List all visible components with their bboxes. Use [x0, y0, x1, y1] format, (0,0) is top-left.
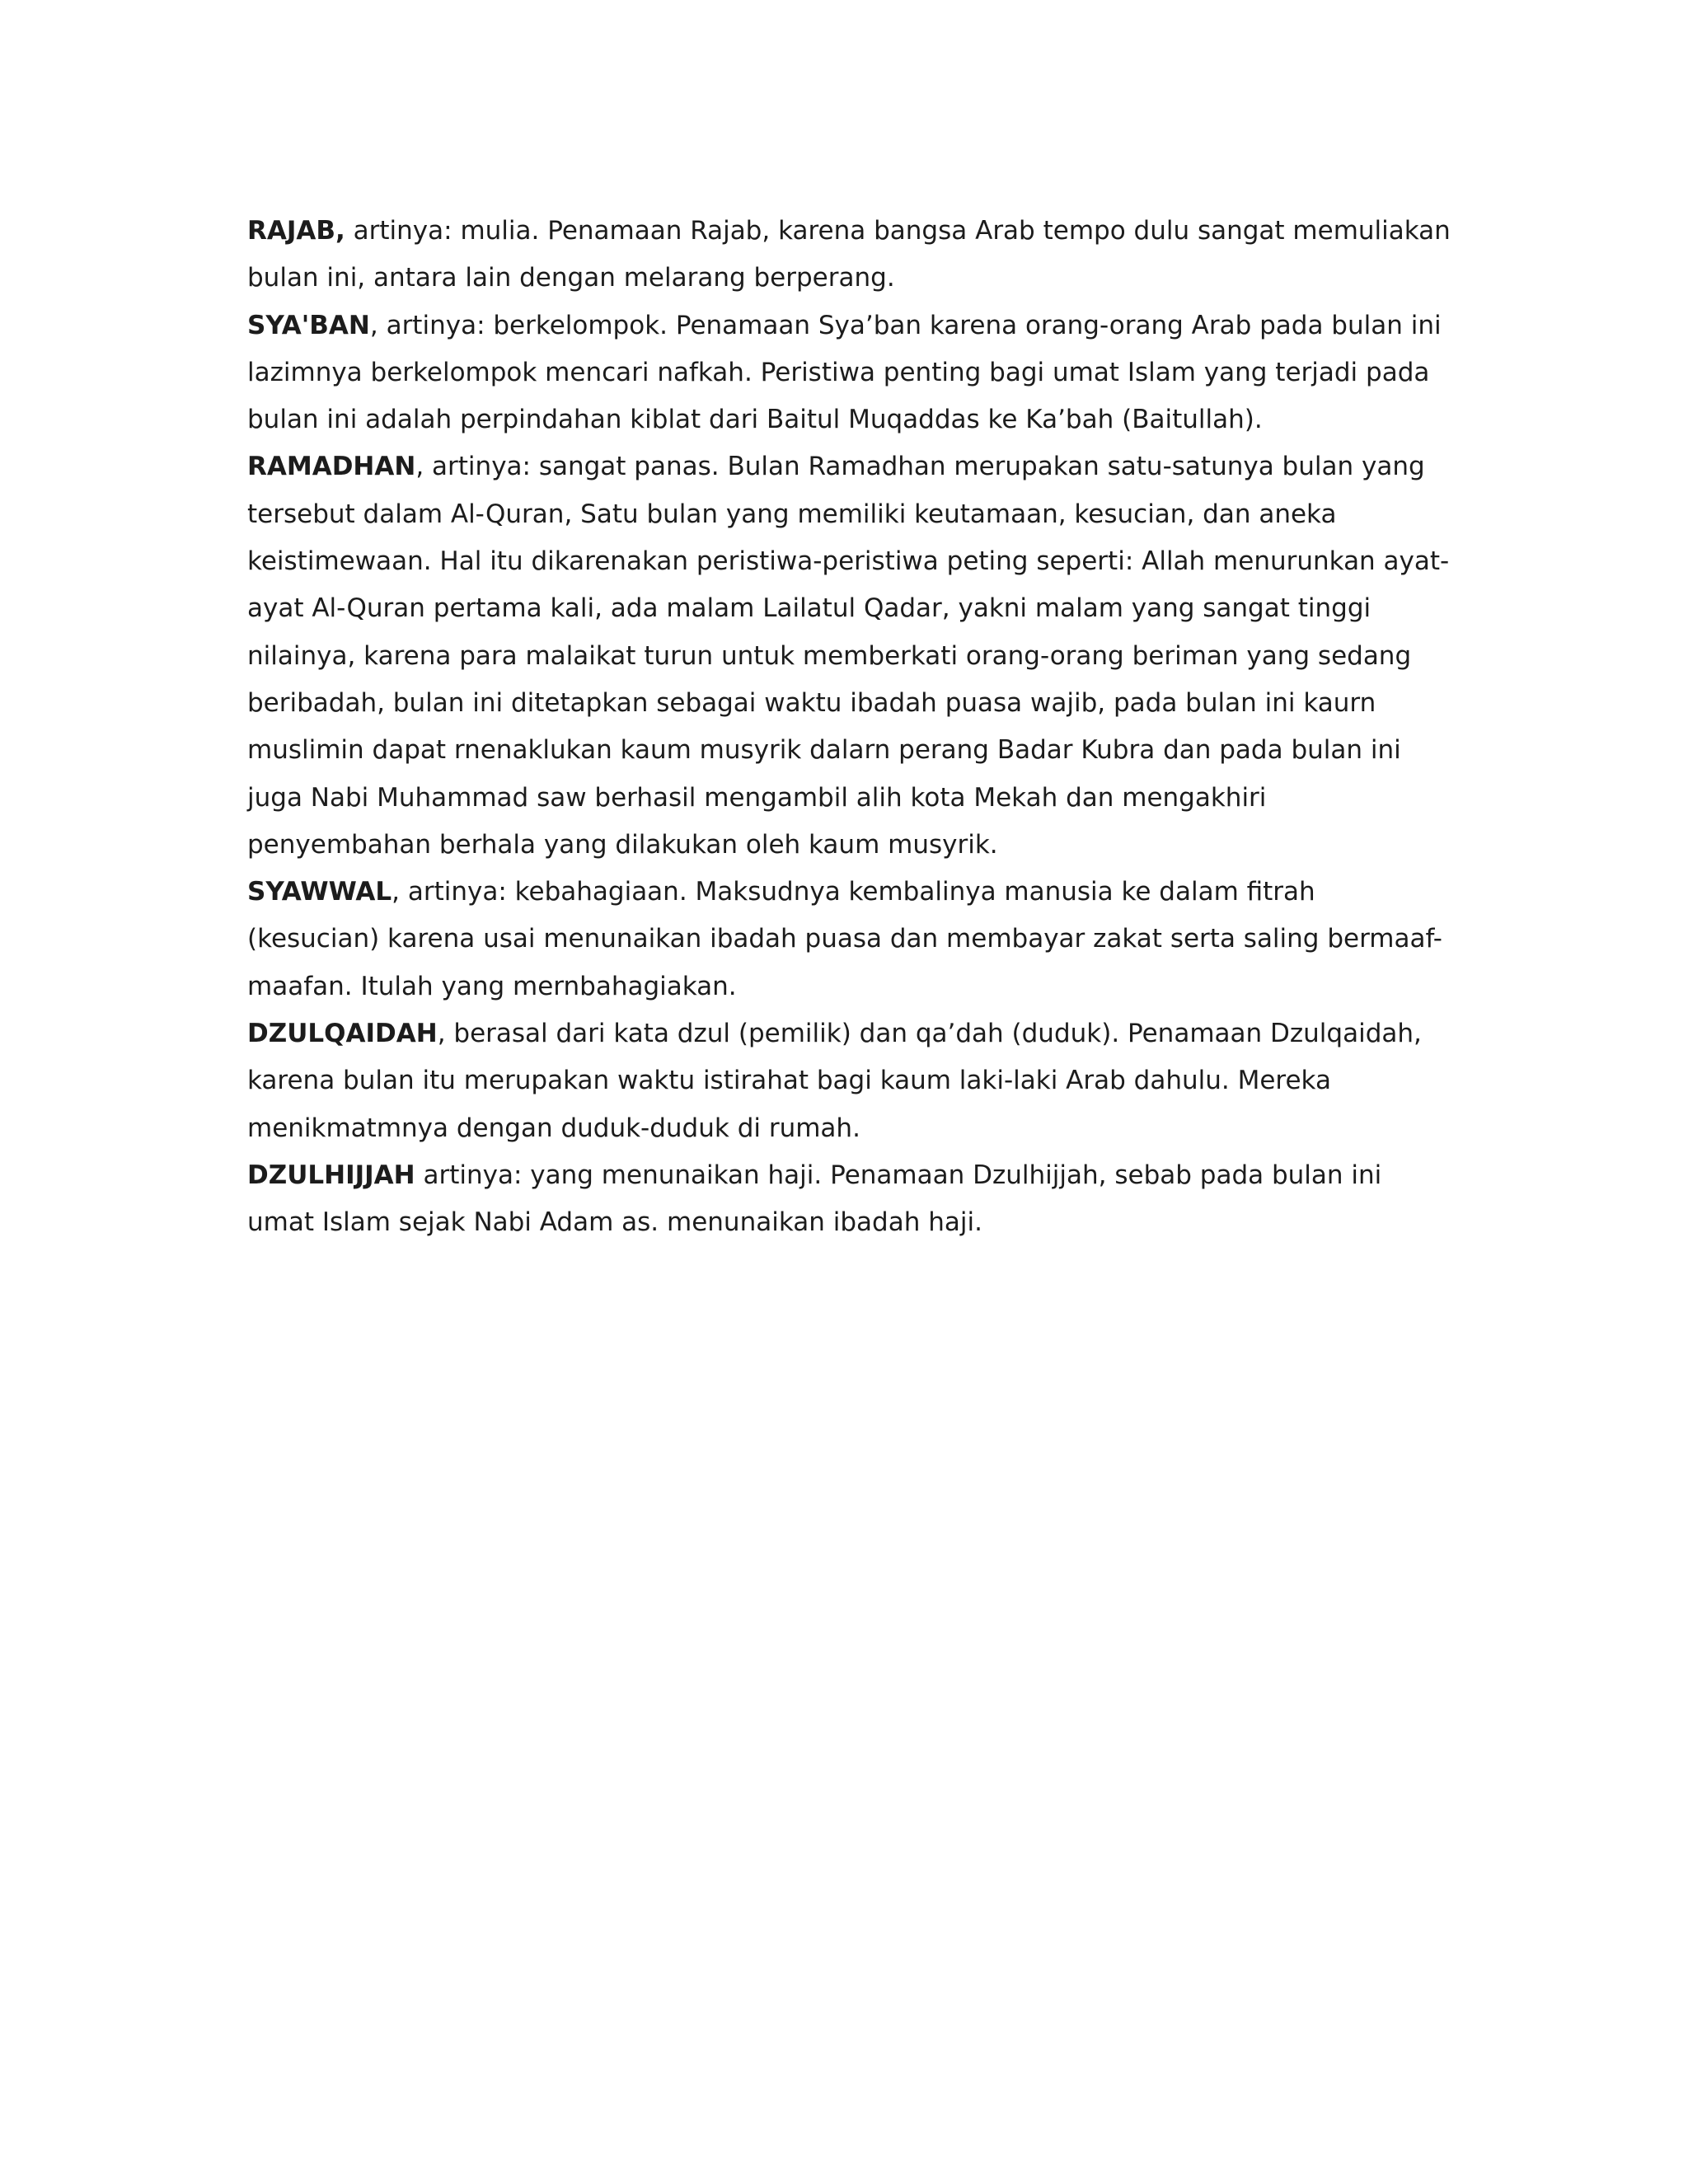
paragraph-text: , artinya: sangat panas. Bulan Ramadhan merupakan satu-satunya bulan yang tersebut dalam Al-Quran, Satu bulan yang memiliki keutamaan, kesucian, dan aneka keistimewaan. Hal itu dikarenakan peristiwa-peristiwa peting seperti: Allah menurunkan ayat-ayat Al-Quran pertama kali, ada malam Lailatul Qadar, yakni malam yang sangat tinggi nilainya, karena para malaikat turun untuk memberkati orang-orang beriman yang sedang beribadah, bulan ini ditetapkan sebagai waktu ibadah puasa wajib, pada bulan ini kaurn muslimin dapat rnenaklukan kaum musyrik dalarn perang Badar Kubra dan pada bulan ini juga Nabi Muhammad saw berhasil mengambil alih kota Mekah dan mengakhiri penyembahan berhala yang dilakukan oleh kaum musyrik.	[247, 452, 1450, 860]
paragraph-text: , artinya: kebahagiaan. Maksudnya kembalinya manusia ke dalam fitrah (kesucian) karena usai menunaikan ibadah puasa dan membayar zakat serta saling bermaaf-maafan. Itulah yang mernbahagiakan.	[247, 877, 1442, 1001]
paragraph-dzulhijjah	[247, 1152, 1451, 1247]
document-body	[247, 208, 1451, 1247]
paragraph-text: , berasal dari kata dzul (pemilik) dan qa’dah (duduk). Penamaan Dzulqaidah, karena bulan itu merupakan waktu istirahat bagi kaum laki-laki Arab dahulu. Mereka menikmatmnya dengan duduk-duduk di rumah.	[247, 1019, 1422, 1143]
paragraph-text: artinya: yang menunaikan haji. Penamaan Dzulhijjah, sebab pada bulan ini umat Islam sejak Nabi Adam as. menunaikan ibadah haji.	[247, 1160, 1382, 1238]
term-ramadhan: RAMADHAN	[247, 452, 416, 482]
paragraph-ramadhan	[247, 443, 1451, 869]
paragraph-text: artinya: mulia. Penamaan Rajab, karena bangsa Arab tempo dulu sangat memuliakan bulan ini, antara lain dengan melarang berperang.	[247, 216, 1451, 293]
term-dzulqaidah: DZULQAIDAH	[247, 1019, 438, 1049]
term-syawwal: SYAWWAL	[247, 877, 392, 907]
paragraph-dzulqaidah	[247, 1010, 1451, 1152]
paragraph-syawwal	[247, 869, 1451, 1010]
term-syaban: SYA'BAN	[247, 310, 370, 340]
paragraph-syaban	[247, 302, 1451, 444]
term-dzulhijjah: DZULHIJJAH	[247, 1160, 415, 1190]
paragraph-rajab	[247, 208, 1451, 302]
paragraph-text: , artinya: berkelompok. Penamaan Sya’ban karena orang-orang Arab pada bulan ini lazimnya berkelompok mencari nafkah. Peristiwa penting bagi umat Islam yang terjadi pada bulan ini adalah perpindahan kiblat dari Baitul Muqaddas ke Ka’bah (Baitullah).	[247, 310, 1442, 435]
term-rajab: RAJAB,	[247, 216, 345, 246]
